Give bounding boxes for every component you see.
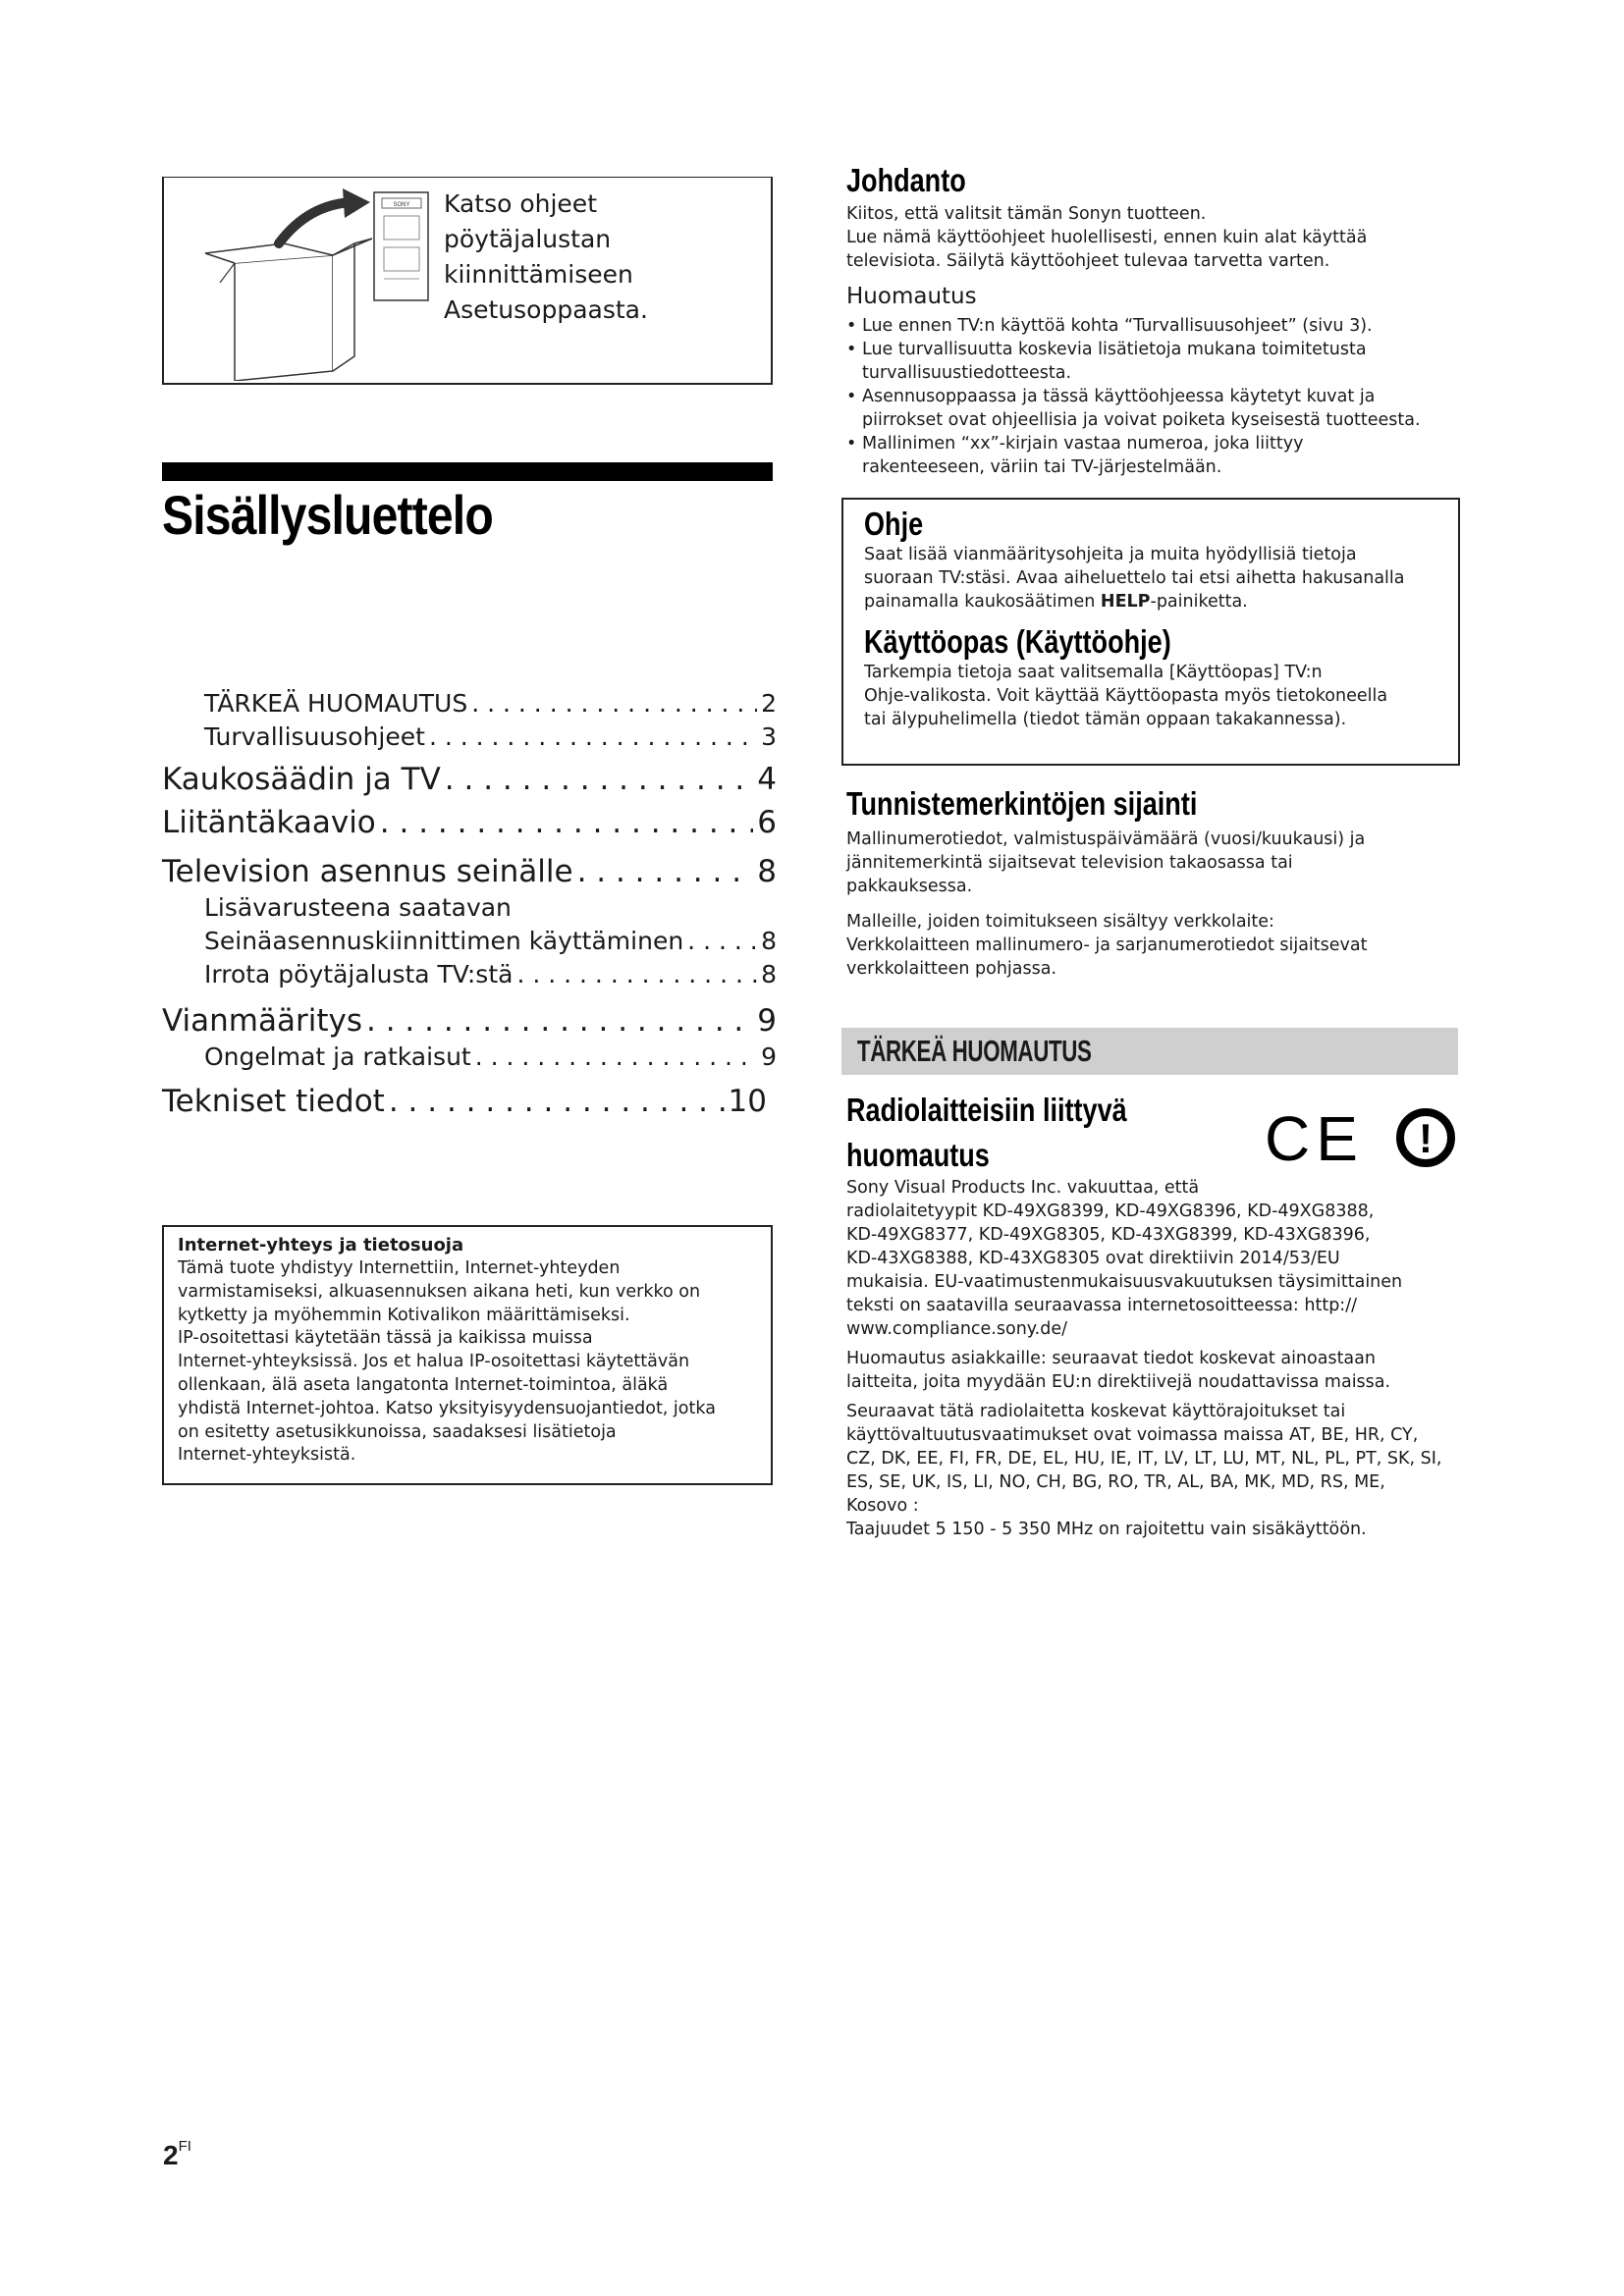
privacy-line: IP-osoitettasi käytetään tässä ja kaikissa muissa — [178, 1328, 593, 1349]
alert-mark-glyph: ! — [1419, 1115, 1433, 1161]
labels-line: verkkolaitteen pohjassa. — [846, 959, 1057, 979]
radio-line: Seuraavat tätä radiolaitetta koskevat käyttörajoitukset tai — [846, 1402, 1346, 1421]
note-bullet — [846, 432, 1459, 479]
radio-line: KD-43XG8388, KD-43XG8305 ovat direktiivin 2014/53/EU — [846, 1249, 1340, 1268]
note-bullet-line: • Asennusoppaassa ja tässä käyttöohjeessa käytetyt kuvat ja — [862, 387, 1376, 406]
labels-line: Mallinumerotiedot, valmistuspäivämäärä (vuosi/kuukausi) ja — [846, 829, 1366, 849]
toc-entry-page: 9 — [761, 1042, 777, 1071]
radio-line: Huomautus asiakkaille: seuraavat tiedot koskevat ainoastaan — [846, 1349, 1376, 1368]
help-button-name: HELP — [1100, 592, 1151, 612]
radio-line: mukaisia. EU-vaatimustenmukaisuusvakuutuksen täysimittainen — [846, 1272, 1403, 1292]
toc-entry-page: 2 — [761, 689, 777, 718]
labels-text-2 — [846, 910, 1459, 981]
labels-line: Malleille, joiden toimitukseen sisältyy verkkolaite: — [846, 912, 1274, 932]
note-bullet — [846, 314, 1459, 338]
labels-line: pakkauksessa. — [846, 877, 973, 896]
labels-text-1 — [846, 828, 1459, 898]
note-bullet — [846, 385, 1459, 432]
help-text-fragment: -painiketta. — [1150, 592, 1248, 612]
intro-text — [846, 202, 1459, 273]
toc-entry[interactable] — [162, 760, 777, 799]
toc-entry[interactable] — [162, 1001, 777, 1041]
radio-paragraph — [846, 1176, 1475, 1341]
privacy-box — [162, 1225, 773, 1485]
setup-note-box — [162, 177, 773, 385]
toc-entry[interactable] — [162, 721, 777, 754]
toc-entry[interactable] — [162, 925, 777, 958]
toc-entry-page: 4 — [757, 762, 777, 797]
setup-note-text — [444, 187, 768, 328]
radio-line: ES, SE, UK, IS, LI, NO, CH, BG, RO, TR, AL, BA, MK, MD, RS, ME, — [846, 1472, 1385, 1492]
radio-paragraph — [846, 1347, 1475, 1394]
intro-line: Kiitos, että valitsit tämän Sonyn tuotteen. — [846, 204, 1207, 224]
toc-entry-label: Irrota pöytäjalusta TV:stä — [204, 960, 514, 988]
toc-entry[interactable] — [162, 1082, 777, 1121]
setup-note-line: Katso ohjeet pöytäjalustan — [444, 189, 612, 253]
toc-entry-continuation: Lisävarusteena saatavan — [204, 893, 512, 922]
labels-line: jännitemerkintä sijaitsevat television takaosassa tai — [846, 853, 1293, 873]
privacy-line: kytketty ja myöhemmin Kotivalikon määrittämiseksi. — [178, 1305, 630, 1325]
page-language-code: FI — [178, 2138, 191, 2155]
table-of-contents — [162, 687, 777, 1121]
privacy-line: on esitetty asetusikkunoissa, saadaksesi lisätietoja — [178, 1421, 617, 1442]
toc-entry[interactable] — [162, 687, 777, 721]
note-bullet-line: turvallisuustiedotteesta. — [862, 363, 1072, 383]
ce-mark-icon: CE — [1265, 1103, 1364, 1172]
compliance-marks — [1265, 1103, 1461, 1172]
toc-entry-label: Television asennus seinälle — [162, 854, 573, 889]
help-text — [864, 543, 1446, 614]
note-bullet-line: • Mallinimen “xx”-kirjain vastaa numeroa, joka liittyy — [862, 434, 1304, 454]
manual-brand-label: SONY — [393, 202, 410, 208]
user-guide-line: tai älypuhelimella (tiedot tämän oppaan takakannessa). — [864, 710, 1347, 729]
tv-box-illustration — [186, 185, 441, 381]
important-notice-title: TÄRKEÄ HUOMAUTUS — [857, 1034, 1092, 1068]
radio-paragraph — [846, 1400, 1475, 1541]
privacy-line: Internet-yhteyksissä. Jos et halua IP-osoitettasi käytettävän — [178, 1352, 690, 1372]
toc-entry-label: TÄRKEÄ HUOMAUTUS — [204, 689, 468, 718]
intro-heading: Johdanto — [846, 162, 966, 198]
toc-entry-label: Vianmääritys — [162, 1003, 362, 1039]
labels-heading: Tunnistemerkintöjen sijainti — [846, 785, 1198, 822]
toc-entry-page: 10 — [728, 1084, 767, 1119]
toc-entry-page: 8 — [761, 960, 777, 988]
page-number — [163, 2140, 191, 2171]
toc-entry[interactable] — [162, 958, 777, 991]
radio-heading-line: Radiolaitteisiin liittyvä — [846, 1092, 1127, 1128]
toc-entry[interactable] — [162, 1041, 777, 1074]
toc-entry-label: Seinäasennuskiinnittimen käyttäminen — [204, 927, 684, 955]
toc-entry[interactable] — [162, 803, 777, 842]
toc-entry-page: 6 — [757, 805, 777, 840]
intro-line: Lue nämä käyttöohjeet huolellisesti, ennen kuin alat käyttää — [846, 228, 1368, 247]
toc-entry-label: Liitäntäkaavio — [162, 805, 376, 840]
help-text-fragment: painamalla kaukosäätimen — [864, 592, 1101, 612]
toc-heading-bar — [162, 462, 773, 481]
privacy-line: varmistamiseksi, alkuasennuksen aikana heti, kun verkko on — [178, 1281, 701, 1302]
radio-line: KD-49XG8377, KD-49XG8305, KD-43XG8399, KD-43XG8396, — [846, 1225, 1371, 1245]
toc-title: Sisällysluettelo — [162, 484, 493, 546]
radio-line: radiolaitetyypit KD-49XG8399, KD-49XG8396, KD-49XG8388, — [846, 1201, 1375, 1221]
privacy-line: yhdistä Internet-johtoa. Katso yksityisyydensuojantiedot, jotka — [178, 1398, 716, 1418]
radio-line: CZ, DK, EE, FI, FR, DE, EL, HU, IE, IT, LV, LT, LU, MT, NL, PL, PT, SK, SI, — [846, 1449, 1442, 1468]
labels-line: Verkkolaitteen mallinumero- ja sarjanumerotiedot sijaitsevat — [846, 935, 1368, 955]
help-heading: Ohje — [864, 506, 924, 542]
toc-entry-label: Turvallisuusohjeet — [204, 722, 425, 751]
toc-entry[interactable] — [162, 852, 777, 891]
radio-line: Taajuudet 5 150 - 5 350 MHz on rajoitettu vain sisäkäyttöön. — [846, 1520, 1367, 1539]
help-text-line: Saat lisää vianmääritysohjeita ja muita hyödyllisiä tietoja — [864, 545, 1357, 564]
toc-entry-page: 9 — [757, 1003, 777, 1039]
privacy-line: Tämä tuote yhdistyy Internettiin, Internet-yhteyden — [178, 1258, 621, 1278]
radio-line: teksti on saatavilla seuraavassa internetosoitteessa: http:// — [846, 1296, 1357, 1315]
radio-text — [846, 1176, 1475, 1547]
privacy-title: Internet-yhteys ja tietosuoja — [178, 1235, 464, 1255]
setup-note-line: Asetusoppaasta. — [444, 295, 648, 324]
radio-line: Sony Visual Products Inc. vakuuttaa, että — [846, 1178, 1200, 1198]
privacy-text — [178, 1257, 757, 1468]
note-bullet — [846, 338, 1459, 385]
important-notice-banner — [841, 1028, 1458, 1075]
note-bullet-line: • Lue ennen TV:n käyttöä kohta “Turvallisuusohjeet” (sivu 3). — [862, 316, 1373, 336]
toc-entry-label: Ongelmat ja ratkaisut — [204, 1042, 471, 1071]
note-bullet-line: piirrokset ovat ohjeellisia ja voivat poiketa kyseisestä tuotteesta. — [862, 410, 1421, 430]
radio-heading-line: huomautus — [846, 1137, 990, 1173]
help-box — [841, 498, 1460, 766]
radio-line: laitteita, joita myydään EU:n direktiivejä noudattavissa maissa. — [846, 1372, 1391, 1392]
radio-line: www.compliance.sony.de/ — [846, 1319, 1067, 1339]
toc-entry-label: Kaukosäädin ja TV — [162, 762, 441, 797]
radio-line: käyttövaltuutusvaatimukset ovat voimassa maissa AT, BE, HR, CY, — [846, 1425, 1419, 1445]
note-bullet-line: • Lue turvallisuutta koskevia lisätietoja mukana toimitetusta — [862, 340, 1367, 359]
user-guide-line: Ohje-valikosta. Voit käyttää Käyttöopasta myös tietokoneella — [864, 686, 1388, 706]
help-text-line — [864, 590, 1446, 614]
toc-entry-page: 3 — [761, 722, 777, 751]
note-bullet-list — [846, 314, 1459, 479]
user-guide-heading: Käyttöopas (Käyttöohje) — [864, 623, 1171, 660]
privacy-line: ollenkaan, älä aseta langatonta Internet-toimintoa, äläkä — [178, 1374, 669, 1395]
toc-entry-page: 8 — [761, 927, 777, 955]
privacy-line: Internet-yhteyksistä. — [178, 1445, 356, 1466]
toc-entry-page: 8 — [757, 854, 777, 889]
setup-note-line: kiinnittämiseen — [444, 260, 633, 289]
help-text-line: suoraan TV:stäsi. Avaa aiheluettelo tai etsi aihetta hakusanalla — [864, 568, 1405, 588]
intro-line: televisiota. Säilytä käyttöohjeet tulevaa tarvetta varten. — [846, 251, 1330, 271]
user-guide-line: Tarkempia tietoja saat valitsemalla [Käyttöopas] TV:n — [864, 663, 1323, 682]
toc-entry-label: Tekniset tiedot — [162, 1084, 385, 1119]
radio-line: Kosovo : — [846, 1496, 919, 1516]
page-number-value: 2 — [163, 2140, 179, 2170]
note-bullet-line: rakenteeseen, väriin tai TV-järjestelmään. — [862, 457, 1222, 477]
user-guide-text — [864, 661, 1446, 731]
note-heading: Huomautus — [846, 284, 977, 309]
